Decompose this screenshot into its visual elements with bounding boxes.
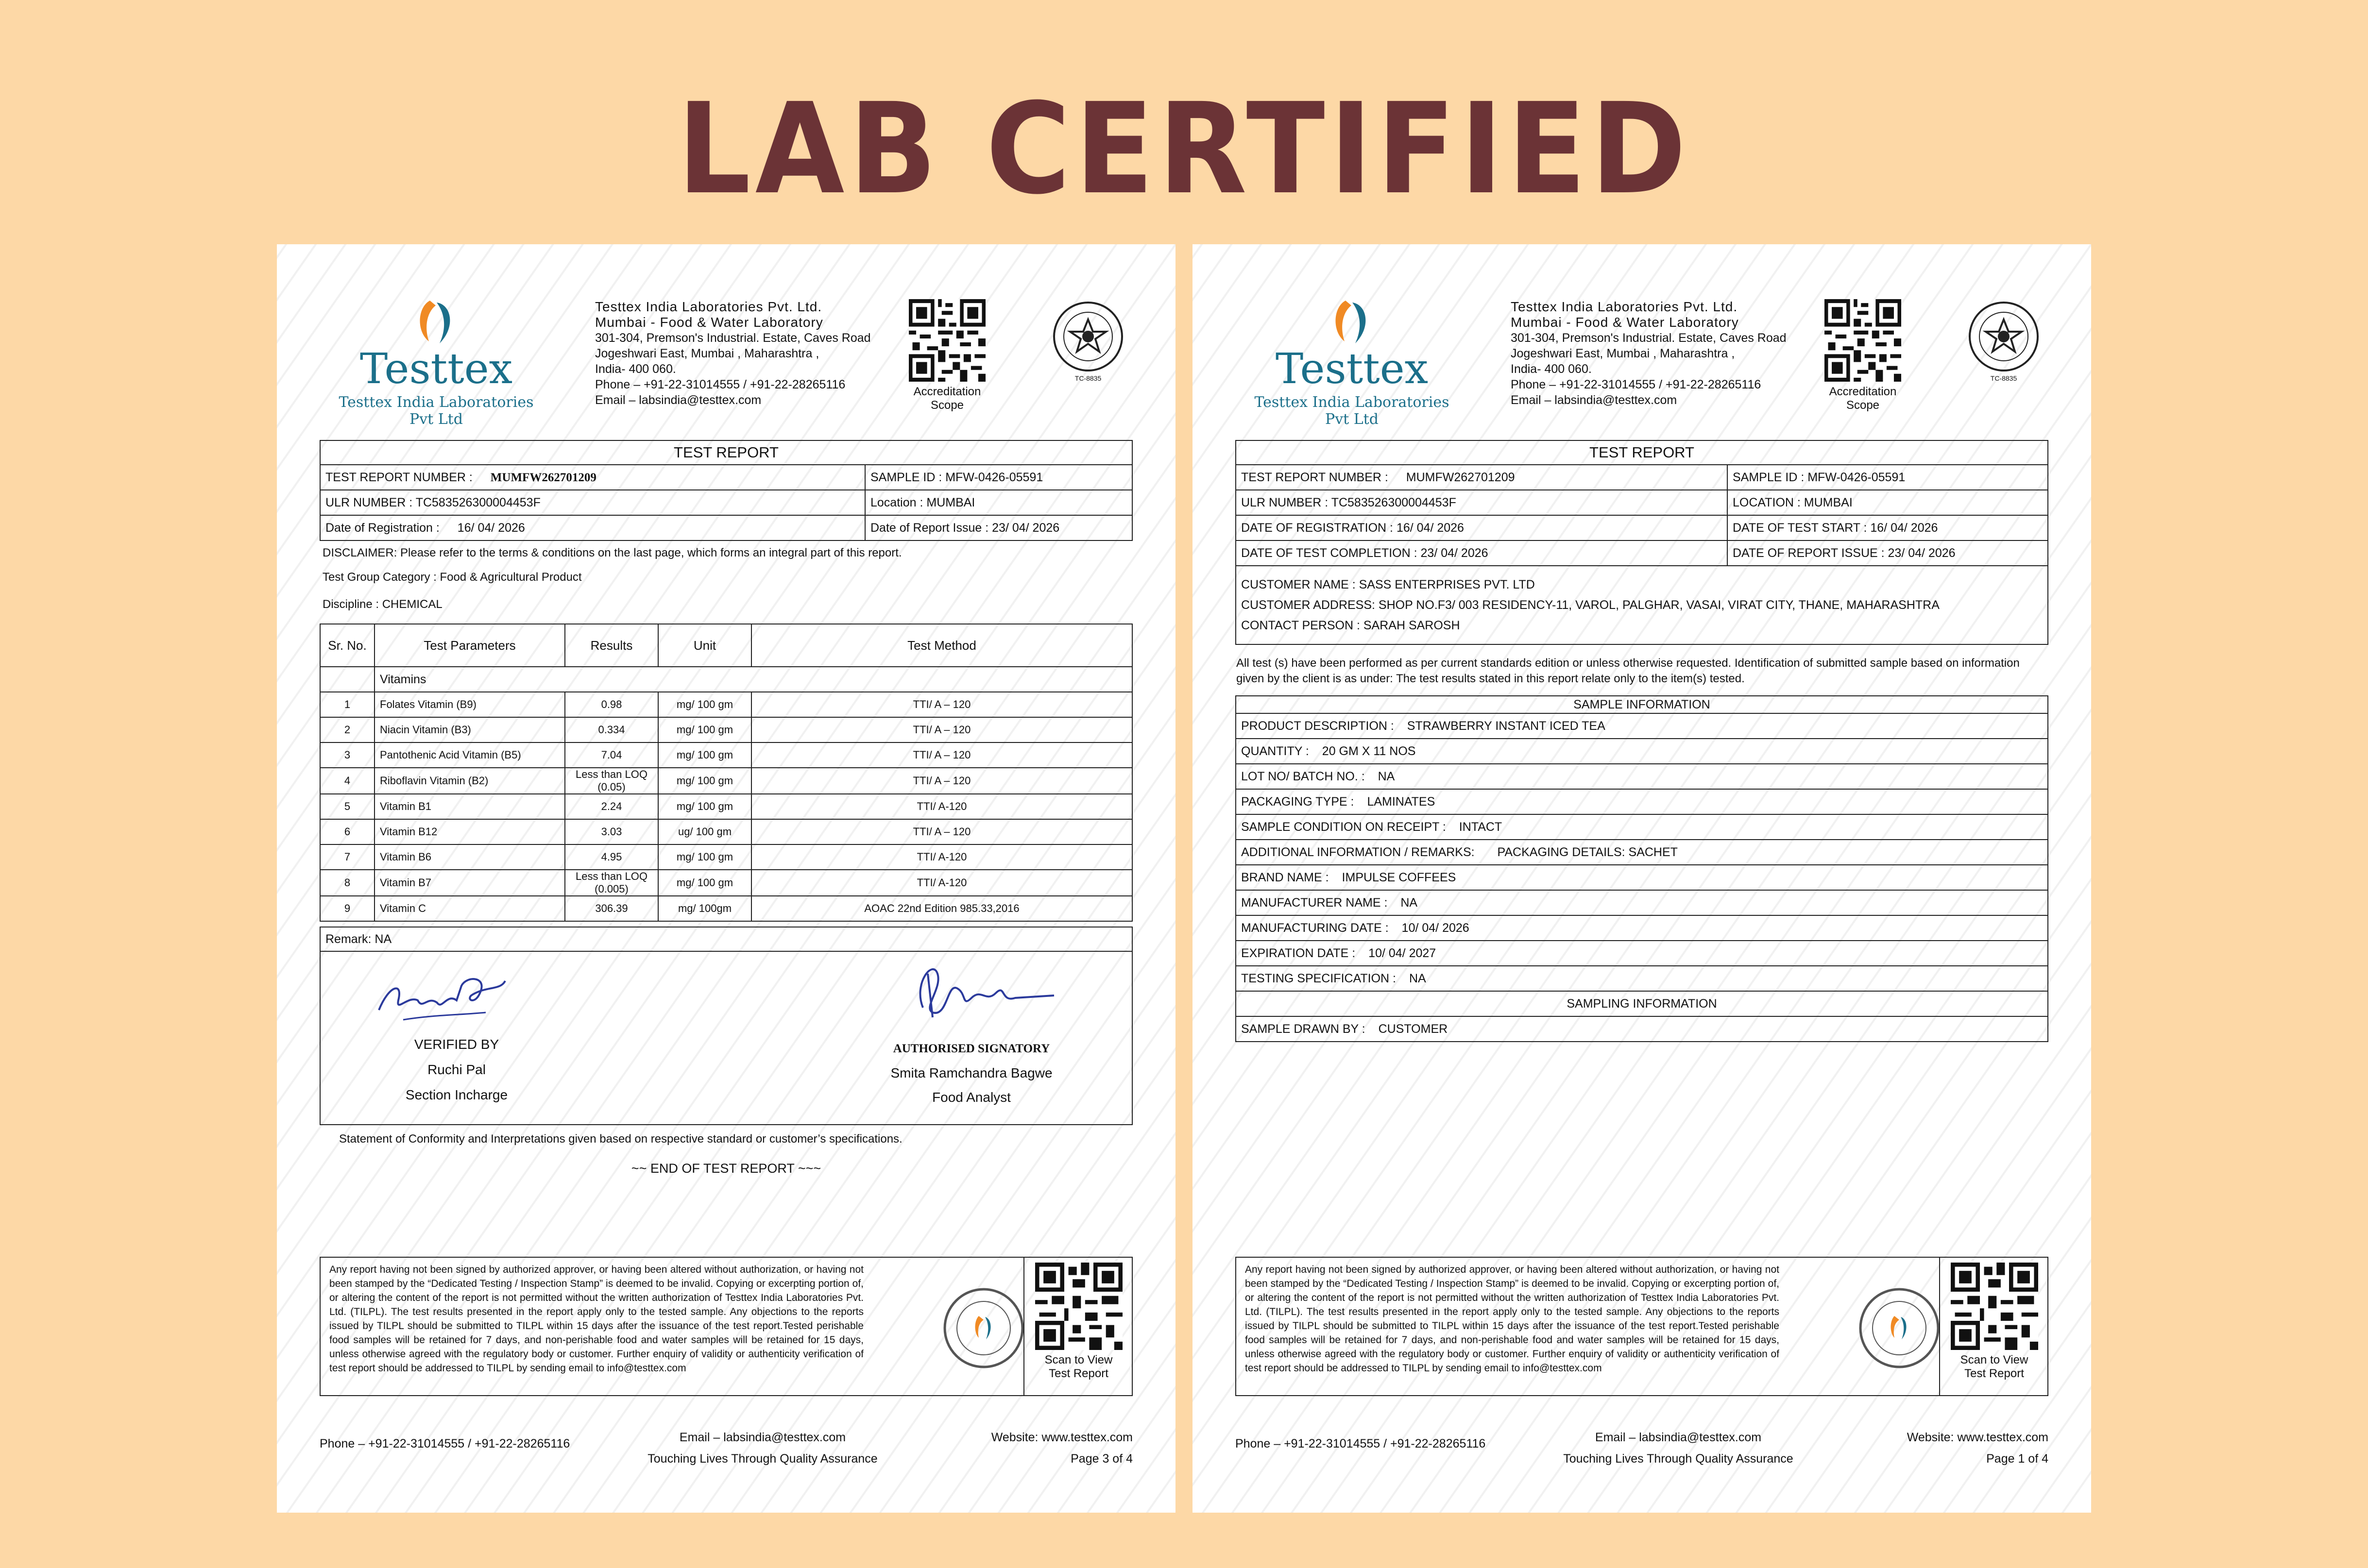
row-unit: mg/ 100 gm: [658, 768, 751, 794]
row-unit: mg/ 100 gm: [658, 742, 751, 768]
info-value: NA: [1400, 895, 1418, 910]
info-label: QUANTITY :: [1241, 744, 1309, 758]
verified-label: VERIFIED BY: [414, 1037, 499, 1052]
table-row: [320, 742, 1132, 768]
footer-website: Website: www.testtex.com: [1907, 1431, 2048, 1444]
row-no: 9: [320, 896, 375, 921]
seal-code: TC-8835: [1074, 374, 1102, 382]
table-row: [320, 896, 1132, 921]
footer-phone: Phone – +91-22-31014555 / +91-22-28265116: [320, 1437, 570, 1450]
qr-code-icon: [1951, 1263, 2038, 1350]
table-row: [1236, 713, 2048, 739]
ulr-value: TC583526300004453F: [415, 495, 541, 509]
verified-role: Section Incharge: [405, 1087, 508, 1102]
lab-company: Testtex India Laboratories Pvt. Ltd.: [1511, 299, 1738, 314]
row-method: AOAC 22nd Edition 985.33,2016: [751, 896, 1132, 921]
qr-code-icon: [1824, 299, 1901, 382]
completion-label: DATE OF TEST COMPLETION :: [1241, 546, 1417, 560]
table-row: [320, 870, 1132, 896]
footer-email: Email – labsindia@testtex.com: [679, 1431, 846, 1444]
table-row: [320, 794, 1132, 819]
accreditation-seal: [1965, 300, 2043, 382]
table-row: [1236, 915, 2048, 941]
row-param: Vitamin B7: [375, 870, 565, 896]
row-param: Vitamin B1: [375, 794, 565, 819]
sample-info-title: SAMPLE INFORMATION: [1236, 696, 2048, 713]
scan-label-1: Scan to View: [1044, 1353, 1113, 1366]
remark: Remark: NA: [321, 927, 1132, 952]
row-method: TTI/ A – 120: [751, 717, 1132, 742]
info-label: SAMPLE CONDITION ON RECEIPT :: [1241, 820, 1446, 834]
info-value: IMPULSE COFFEES: [1342, 870, 1456, 884]
scan-label-1: Scan to View: [1960, 1353, 2028, 1366]
footer-disclaimer: Any report having not been signed by authorized approver, or having been altered without authorization, or having not been stamped by the “Dedicated Testing / Inspection Stamp” is deemed to be invalid. Copying or excerpting portion of, or altering the content of the report is not permitted without the written authorization of Testtex India Laboratories Pvt. Ltd. (TILPL). The test results presented in the report apply only to the tested sample. Any objections to the reports issued by TILPL should be submitted to TILPL within 15 days after the issuance of the test report.Tested perishable food samples will be retained for 7 days, and non-perishable food and water samples will be retained for 15 days, unless otherwise agreed with the regulatory body or customer. Further enquiry of validity or authenticity verification of test report should be addressed to TILPL by sending email to info@testtex.com: [1245, 1264, 1779, 1374]
signature-box: [320, 927, 1133, 1125]
row-no: 4: [320, 768, 375, 794]
lab-addr-2: Jogeshwari East, Mumbai , Maharashtra ,: [1511, 347, 1735, 360]
row-method: TTI/ A – 120: [751, 768, 1132, 794]
contact-person: CONTACT PERSON : SARAH SAROSH: [1241, 619, 1460, 632]
report-title: TEST REPORT: [320, 440, 1132, 465]
row-param: Vitamin B12: [375, 819, 565, 844]
row-method: TTI/ A – 120: [751, 742, 1132, 768]
sample-id-label: SAMPLE ID :: [1733, 470, 1805, 484]
footer-center: [1533, 1427, 1824, 1469]
auth-name: Smita Ramchandra Bagwe: [890, 1065, 1053, 1080]
report-header-table: [320, 440, 1133, 541]
lab-addr-2: Jogeshwari East, Mumbai , Maharashtra ,: [595, 347, 819, 360]
col-parameters: Test Parameters: [375, 624, 565, 667]
accreditation-qr[interactable]: [908, 299, 986, 412]
report-body: [1235, 440, 2048, 1042]
completion-value: 23/ 04/ 2026: [1420, 546, 1488, 560]
logo-subtitle: Testtex India Laboratories Pvt Ltd: [339, 394, 534, 428]
row-unit: mg/ 100 gm: [658, 692, 751, 717]
scan-label-2: Test Report: [1049, 1367, 1108, 1380]
lab-company: Testtex India Laboratories Pvt. Ltd.: [595, 299, 822, 314]
footer-email: Email – labsindia@testtex.com: [1595, 1431, 1762, 1444]
table-row: [320, 717, 1132, 742]
drawn-label: SAMPLE DRAWN BY :: [1241, 1022, 1365, 1036]
accreditation-label: Accreditation Scope: [1829, 385, 1897, 412]
row-param: Riboflavin Vitamin (B2): [375, 768, 565, 794]
row-result: 4.95: [565, 844, 658, 870]
row-result: 7.04: [565, 742, 658, 768]
table-row: [320, 768, 1132, 794]
lab-phone: Phone – +91-22-31014555 / +91-22-28265116: [595, 378, 846, 391]
customer-block: [1236, 566, 2048, 644]
location-value: MUMBAI: [926, 495, 975, 509]
row-param: Pantothenic Acid Vitamin (B5): [375, 742, 565, 768]
seal-code: TC-8835: [1990, 374, 2017, 382]
auth-role: Food Analyst: [932, 1090, 1011, 1105]
report-qr[interactable]: [1023, 1258, 1133, 1395]
ulr-value: TC583526300004453F: [1331, 495, 1456, 509]
disclaimer-text: DISCLAIMER: Please refer to the terms & conditions on the last page, which forms an integral part of this report.: [323, 546, 902, 559]
row-result: 0.98: [565, 692, 658, 717]
table-row: [320, 844, 1132, 870]
sample-info-table: [1235, 695, 2048, 1042]
row-method: TTI/ A-120: [751, 870, 1132, 896]
col-results: Results: [565, 624, 658, 667]
parameters-table: [320, 624, 1133, 922]
footer-center: [617, 1427, 908, 1469]
info-value: 20 GM X 11 NOS: [1322, 744, 1416, 758]
row-unit: mg/ 100gm: [658, 896, 751, 921]
info-label: MANUFACTURER NAME :: [1241, 895, 1388, 910]
drawn-value: CUSTOMER: [1378, 1022, 1448, 1036]
issue-value: 23/ 04/ 2026: [1888, 546, 1956, 560]
trn-value: MUMFW262701209: [490, 471, 596, 484]
info-label: LOT NO/ BATCH NO. :: [1241, 769, 1365, 783]
verifier-signature-icon: [374, 966, 510, 1029]
table-row: [1236, 739, 2048, 764]
discipline: Discipline : CHEMICAL: [323, 598, 443, 611]
row-param: Folates Vitamin (B9): [375, 692, 565, 717]
row-no: 5: [320, 794, 375, 819]
table-row: [320, 692, 1132, 717]
end-of-report: ~~ END OF TEST REPORT ~~~: [631, 1161, 821, 1176]
footer-tagline: Touching Lives Through Quality Assurance: [647, 1452, 878, 1466]
info-value: PACKAGING DETAILS: SACHET: [1497, 845, 1678, 859]
col-method: Test Method: [751, 624, 1132, 667]
group-vitamins: Vitamins: [375, 667, 1132, 692]
info-value: 10/ 04/ 2026: [1401, 921, 1469, 935]
row-no: 8: [320, 870, 375, 896]
row-unit: ug/ 100 gm: [658, 819, 751, 844]
table-row: [1236, 1016, 2048, 1042]
ulr-label: ULR NUMBER :: [325, 495, 413, 509]
lab-division: Mumbai - Food & Water Laboratory: [1511, 315, 1739, 330]
testtex-logo-mark-icon: [1323, 293, 1380, 350]
row-unit: mg/ 100 gm: [658, 844, 751, 870]
testtex-logo-mark-icon: [408, 293, 465, 350]
testtex-logo: [1245, 293, 1459, 428]
registration-label: DATE OF REGISTRATION :: [1241, 521, 1393, 535]
footer-right: [1907, 1427, 2048, 1469]
row-unit: mg/ 100 gm: [658, 870, 751, 896]
row-method: TTI/ A – 120: [751, 819, 1132, 844]
qr-code-icon: [909, 299, 986, 382]
table-row: [320, 819, 1132, 844]
row-result: 3.03: [565, 819, 658, 844]
lab-addr-3: India- 400 060.: [1511, 362, 1592, 376]
info-label: ADDITIONAL INFORMATION / REMARKS:: [1241, 845, 1475, 859]
accreditation-label: Accreditation Scope: [913, 385, 981, 412]
info-value: LAMINATES: [1367, 794, 1435, 809]
issue-label: Date of Report Issue :: [870, 521, 989, 535]
issue-label: DATE OF REPORT ISSUE :: [1733, 546, 1885, 560]
info-label: EXPIRATION DATE :: [1241, 946, 1356, 960]
lab-address-block: [1511, 299, 1822, 408]
row-result: 306.39: [565, 896, 658, 921]
table-row: [1236, 941, 2048, 966]
page-number: Page 1 of 4: [1986, 1452, 2048, 1466]
lab-address-block: [595, 299, 906, 408]
qr-code-icon: [1035, 1263, 1123, 1350]
table-row: [1236, 865, 2048, 890]
performance-note: All test (s) have been performed as per current standards edition or unless otherwise requested. Identification of submitted sample based on information given by the client is as under: The test results stated in this report relate only to the item(s) tested.: [1236, 657, 2020, 685]
row-result: Less than LOQ (0.005): [565, 870, 658, 896]
lab-certified-heading: LAB CERTIFIED: [677, 76, 1691, 222]
info-label: PRODUCT DESCRIPTION :: [1241, 719, 1394, 733]
page-number: Page 3 of 4: [1071, 1452, 1133, 1466]
report-header-table: [1235, 440, 2048, 645]
row-param: Vitamin B6: [375, 844, 565, 870]
row-no: 3: [320, 742, 375, 768]
footer-tagline: Touching Lives Through Quality Assurance: [1563, 1452, 1793, 1466]
test-group-category: Test Group Category : Food & Agricultural Product: [323, 571, 582, 584]
sampling-info-title: SAMPLING INFORMATION: [1236, 991, 2048, 1016]
scan-label-2: Test Report: [1964, 1367, 2024, 1380]
col-unit: Unit: [658, 624, 751, 667]
info-value: NA: [1409, 971, 1426, 985]
test-report-page-1: [1193, 244, 2091, 1513]
row-param: Niacin Vitamin (B3): [375, 717, 565, 742]
logo-subtitle: Testtex India Laboratories Pvt Ltd: [1254, 394, 1449, 428]
trn-label: TEST REPORT NUMBER :: [325, 470, 473, 484]
testtex-logo: [329, 293, 543, 428]
authorised-signature-icon: [903, 954, 1059, 1027]
test-report-page-3: [277, 244, 1175, 1513]
info-label: MANUFACTURING DATE :: [1241, 921, 1389, 935]
customer-name: CUSTOMER NAME : SASS ENTERPRISES PVT. LTD: [1241, 578, 1535, 591]
row-method: TTI/ A-120: [751, 844, 1132, 870]
sample-id-value: MFW-0426-05591: [1807, 470, 1906, 484]
footer-phone: Phone – +91-22-31014555 / +91-22-28265116: [1235, 1437, 1486, 1450]
row-no: 1: [320, 692, 375, 717]
row-no: 7: [320, 844, 375, 870]
table-row: [1236, 890, 2048, 915]
trn-value: MUMFW262701209: [1406, 470, 1515, 484]
info-label: BRAND NAME :: [1241, 870, 1329, 884]
table-row: [1236, 789, 2048, 814]
lab-email: Email – labsindia@testtex.com: [595, 393, 762, 407]
location-value: MUMBAI: [1804, 495, 1853, 509]
logo-wordmark: Testtex: [359, 345, 513, 393]
accreditation-qr[interactable]: [1824, 299, 1902, 412]
footer-right: [991, 1427, 1133, 1469]
footer-disclaimer-box: [320, 1257, 1133, 1396]
logo-wordmark: Testtex: [1275, 345, 1429, 393]
test-start-label: DATE OF TEST START :: [1733, 521, 1867, 535]
registration-value: 16/ 04/ 2026: [1396, 521, 1464, 535]
inspection-stamp-icon: [1858, 1287, 1941, 1369]
footer-disclaimer: Any report having not been signed by authorized approver, or having been altered without authorization, or having not been stamped by the “Dedicated Testing / Inspection Stamp” is deemed to be invalid. Copying or excerpting portion of, or altering the content of the report is not permitted without the written authorization of Testtex India Laboratories Pvt. Ltd. (TILPL). The test results presented in the report apply only to the tested sample. Any objections to the reports issued by TILPL should be submitted to TILPL within 15 days after the issuance of the test report.Tested perishable food samples will be retained for 7 days, and non-perishable food and water samples will be retained for 15 days, unless otherwise agreed with the regulatory body or customer. Further enquiry of validity or authenticity verification of test report should be addressed to TILPL by sending email to info@testtex.com: [329, 1264, 864, 1374]
report-title: TEST REPORT: [1236, 440, 2048, 465]
lab-addr-1: 301-304, Premson's Industrial. Estate, Caves Road: [595, 331, 871, 345]
row-no: 6: [320, 819, 375, 844]
conformity-statement: Statement of Conformity and Interpretations given based on respective standard or customer’s specifications.: [339, 1132, 903, 1146]
info-value: STRAWBERRY INSTANT ICED TEA: [1407, 719, 1605, 733]
nabl-seal-icon: [1052, 300, 1124, 373]
nabl-seal-icon: [1967, 300, 2040, 373]
row-method: TTI/ A – 120: [751, 692, 1132, 717]
test-start-value: 16/ 04/ 2026: [1870, 521, 1938, 535]
row-param: Vitamin C: [375, 896, 565, 921]
verified-name: Ruchi Pal: [427, 1062, 486, 1077]
lab-division: Mumbai - Food & Water Laboratory: [595, 315, 823, 330]
row-result: Less than LOQ (0.05): [565, 768, 658, 794]
row-method: TTI/ A-120: [751, 794, 1132, 819]
row-result: 0.334: [565, 717, 658, 742]
location-label: Location :: [870, 495, 923, 509]
table-row: [1236, 840, 2048, 865]
report-qr[interactable]: [1939, 1258, 2048, 1395]
accreditation-seal: [1049, 300, 1127, 382]
table-row: [1236, 966, 2048, 991]
row-unit: mg/ 100 gm: [658, 794, 751, 819]
info-label: TESTING SPECIFICATION :: [1241, 971, 1397, 985]
ulr-label: ULR NUMBER :: [1241, 495, 1329, 509]
footer-disclaimer-box: [1235, 1257, 2048, 1396]
authorised-signatory: [855, 1037, 1088, 1110]
row-no: 2: [320, 717, 375, 742]
table-row: [1236, 764, 2048, 789]
info-value: INTACT: [1459, 820, 1502, 834]
row-result: 2.24: [565, 794, 658, 819]
auth-label: AUTHORISED SIGNATORY: [893, 1042, 1050, 1055]
footer-website: Website: www.testtex.com: [991, 1431, 1133, 1444]
registration-value: 16/ 04/ 2026: [457, 521, 525, 535]
info-value: NA: [1378, 769, 1395, 783]
lab-phone: Phone – +91-22-31014555 / +91-22-28265116: [1511, 378, 1761, 391]
lab-email: Email – labsindia@testtex.com: [1511, 393, 1677, 407]
info-value: 10/ 04/ 2027: [1368, 946, 1436, 960]
info-label: PACKAGING TYPE :: [1241, 794, 1354, 809]
lab-addr-3: India- 400 060.: [595, 362, 676, 376]
verified-by: [393, 1032, 520, 1108]
location-label: LOCATION :: [1733, 495, 1801, 509]
trn-label: TEST REPORT NUMBER :: [1241, 470, 1388, 484]
report-body: [320, 440, 1133, 1176]
col-sr-no: Sr. No.: [320, 624, 375, 667]
inspection-stamp-icon: [942, 1287, 1025, 1369]
registration-label: Date of Registration :: [325, 521, 440, 535]
lab-addr-1: 301-304, Premson's Industrial. Estate, Caves Road: [1511, 331, 1787, 345]
sample-id-label: SAMPLE ID :: [870, 470, 942, 484]
sample-id-value: MFW-0426-05591: [945, 470, 1043, 484]
customer-address: CUSTOMER ADDRESS: SHOP NO.F3/ 003 RESIDENCY-11, VAROL, PALGHAR, VASAI, VIRAT CITY, THANE, MAHARASHTRA: [1241, 598, 1940, 612]
issue-value: 23/ 04/ 2026: [992, 521, 1060, 535]
table-row: [1236, 814, 2048, 840]
row-unit: mg/ 100 gm: [658, 717, 751, 742]
